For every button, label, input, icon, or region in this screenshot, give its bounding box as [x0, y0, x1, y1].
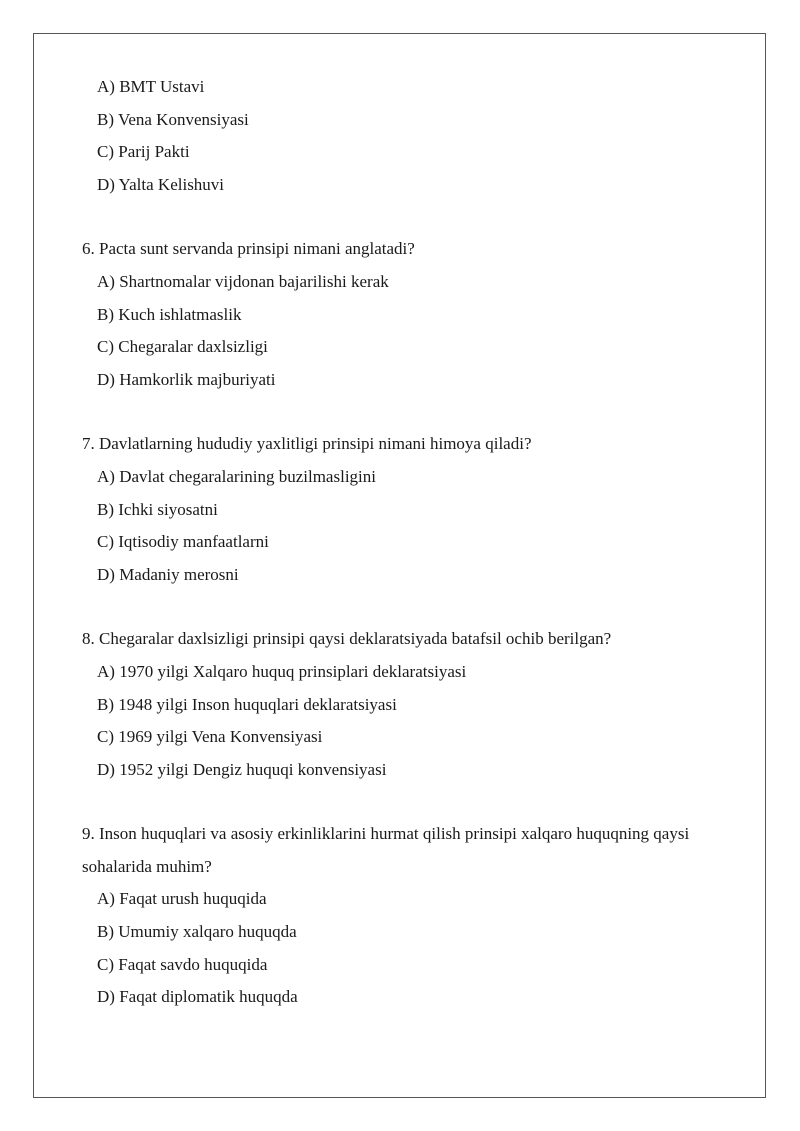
answer-option: B) 1948 yilgi Inson huquqlari deklaratsiyasi	[97, 694, 397, 714]
answer-option: B) Umumiy xalqaro huquqda	[97, 922, 297, 942]
answer-option: D) Madaniy merosni	[97, 564, 239, 584]
question-text: 9. Inson huquqlari va asosiy erkinliklarini hurmat qilish prinsipi xalqaro huquqning qaysi sohalarida muhim?	[82, 824, 690, 876]
question-block	[82, 428, 747, 591]
question-text: 6. Pacta sunt servanda prinsipi nimani anglatadi?	[82, 239, 415, 259]
spacer	[82, 396, 747, 428]
answer-option: B) Kuch ishlatmaslik	[97, 304, 242, 324]
answer-option: A) 1970 yilgi Xalqaro huquq prinsiplari deklaratsiyasi	[97, 661, 467, 681]
answer-option: B) Vena Konvensiyasi	[97, 109, 249, 129]
answer-option: A) Davlat chegaralarining buzilmasligini	[97, 466, 376, 486]
leading-options	[82, 71, 747, 201]
spacer	[82, 201, 747, 233]
question-block	[82, 818, 747, 1014]
answer-option: A) Shartnomalar vijdonan bajarilishi kerak	[97, 271, 389, 291]
answer-option: A) BMT Ustavi	[97, 77, 205, 96]
spacer	[82, 591, 747, 623]
answer-option: A) Faqat urush huquqida	[97, 889, 267, 909]
document-body	[82, 71, 747, 1014]
answer-option: B) Ichki siyosatni	[97, 499, 218, 519]
spacer	[82, 786, 747, 818]
answer-option: C) 1969 yilgi Vena Konvensiyasi	[97, 727, 323, 747]
answer-option: D) Hamkorlik majburiyati	[97, 369, 276, 389]
question-text: 7. Davlatlarning hududiy yaxlitligi prinsipi nimani himoya qiladi?	[82, 434, 532, 454]
answer-option: D) Faqat diplomatik huquqda	[97, 987, 298, 1007]
answer-option: C) Parij Pakti	[97, 142, 190, 162]
answer-option: D) 1952 yilgi Dengiz huquqi konvensiyasi	[97, 759, 387, 779]
question-text: 8. Chegaralar daxlsizligi prinsipi qaysi deklaratsiyada batafsil ochib berilgan?	[82, 629, 612, 649]
question-block	[82, 233, 747, 396]
answer-option: C) Chegaralar daxlsizligi	[97, 337, 268, 357]
answer-option: C) Iqtisodiy manfaatlarni	[97, 532, 269, 552]
question-block	[82, 623, 747, 786]
answer-option: D) Yalta Kelishuvi	[97, 174, 225, 194]
answer-option: C) Faqat savdo huquqida	[97, 954, 268, 974]
